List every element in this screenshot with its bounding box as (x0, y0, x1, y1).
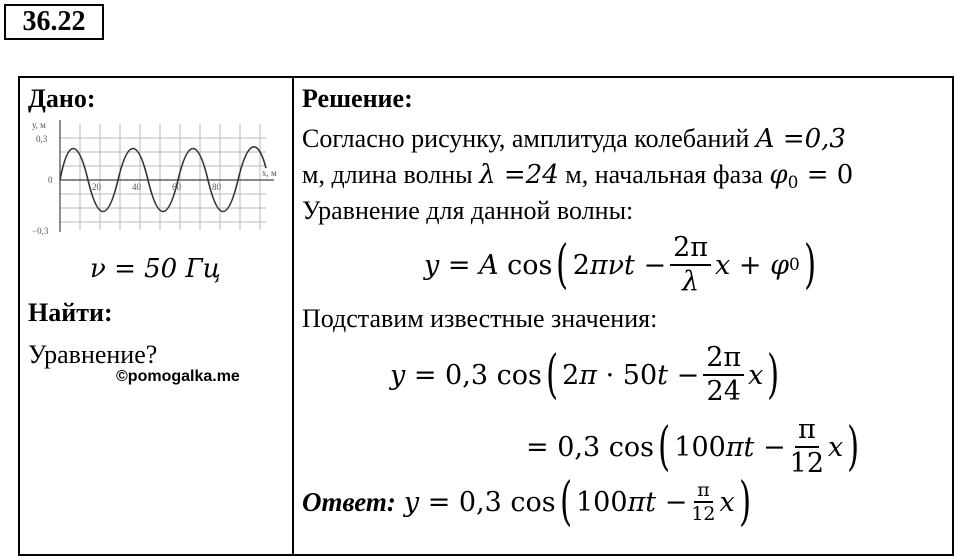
solution-table (18, 76, 954, 556)
find-item: Уравнение? (28, 340, 158, 369)
answer-label: Ответ: (302, 486, 396, 517)
solution-heading: Решение: (302, 84, 413, 113)
y-tick-top: 0,3 (36, 134, 48, 144)
wavelength-value: λ =24 (479, 160, 559, 190)
x-tick-80: 80 (212, 182, 221, 192)
given-heading: Дано: (28, 84, 96, 113)
problem-number: 36.22 (4, 4, 104, 40)
watermark: ©pomogalka.me (116, 368, 240, 385)
simplified-equation: = 0,3 cos ( 100 πt − $\frac{\pi}{12}$ x ) (526, 414, 860, 479)
phase-value: = 0 (798, 160, 854, 190)
solution-column (294, 78, 952, 554)
solution-line-2: м, длина волны λ =24 м, начальная фаза $\varphi_0 = 0$ (302, 160, 854, 193)
y-tick-zero: 0 (48, 175, 53, 185)
phase-symbol: φ (769, 160, 788, 190)
x-axis-label: х, м (262, 168, 277, 178)
find-heading: Найти: (28, 298, 113, 327)
sine-wave (60, 147, 266, 212)
given-column (20, 78, 292, 554)
wave-graph (30, 118, 282, 242)
x-tick-40: 40 (132, 182, 141, 192)
wave-equation-intro: Уравнение для данной волны: (302, 196, 634, 225)
y-tick-bottom: −0,3 (32, 226, 49, 236)
y-axis-label: у, м (32, 120, 46, 130)
amplitude-value: A =0,3 (755, 124, 846, 154)
solution-line-1: Согласно рисунку, амплитуда колебаний A =0,3 (302, 124, 846, 154)
answer-line: Ответ: y = 0,3 cos ( 100 πt − $\frac{\pi}{12}$ x ) (302, 472, 752, 532)
substituted-equation: y = 0,3 cos ( 2 π · 50 t − $\frac{2\pi}{24}$ x ) (390, 342, 780, 407)
frequency-given: ν = 50 Гц (90, 254, 221, 284)
phase-subscript: 0 (787, 173, 799, 193)
substitute-intro: Подставим известные значения: (302, 304, 658, 333)
general-wave-equation: y = A cos ( 2 πνt − $\frac{2\pi}{\lambda}$ x + φ 0 ) (424, 232, 817, 297)
x-tick-60: 60 (172, 182, 181, 192)
x-tick-20: 20 (92, 182, 101, 192)
